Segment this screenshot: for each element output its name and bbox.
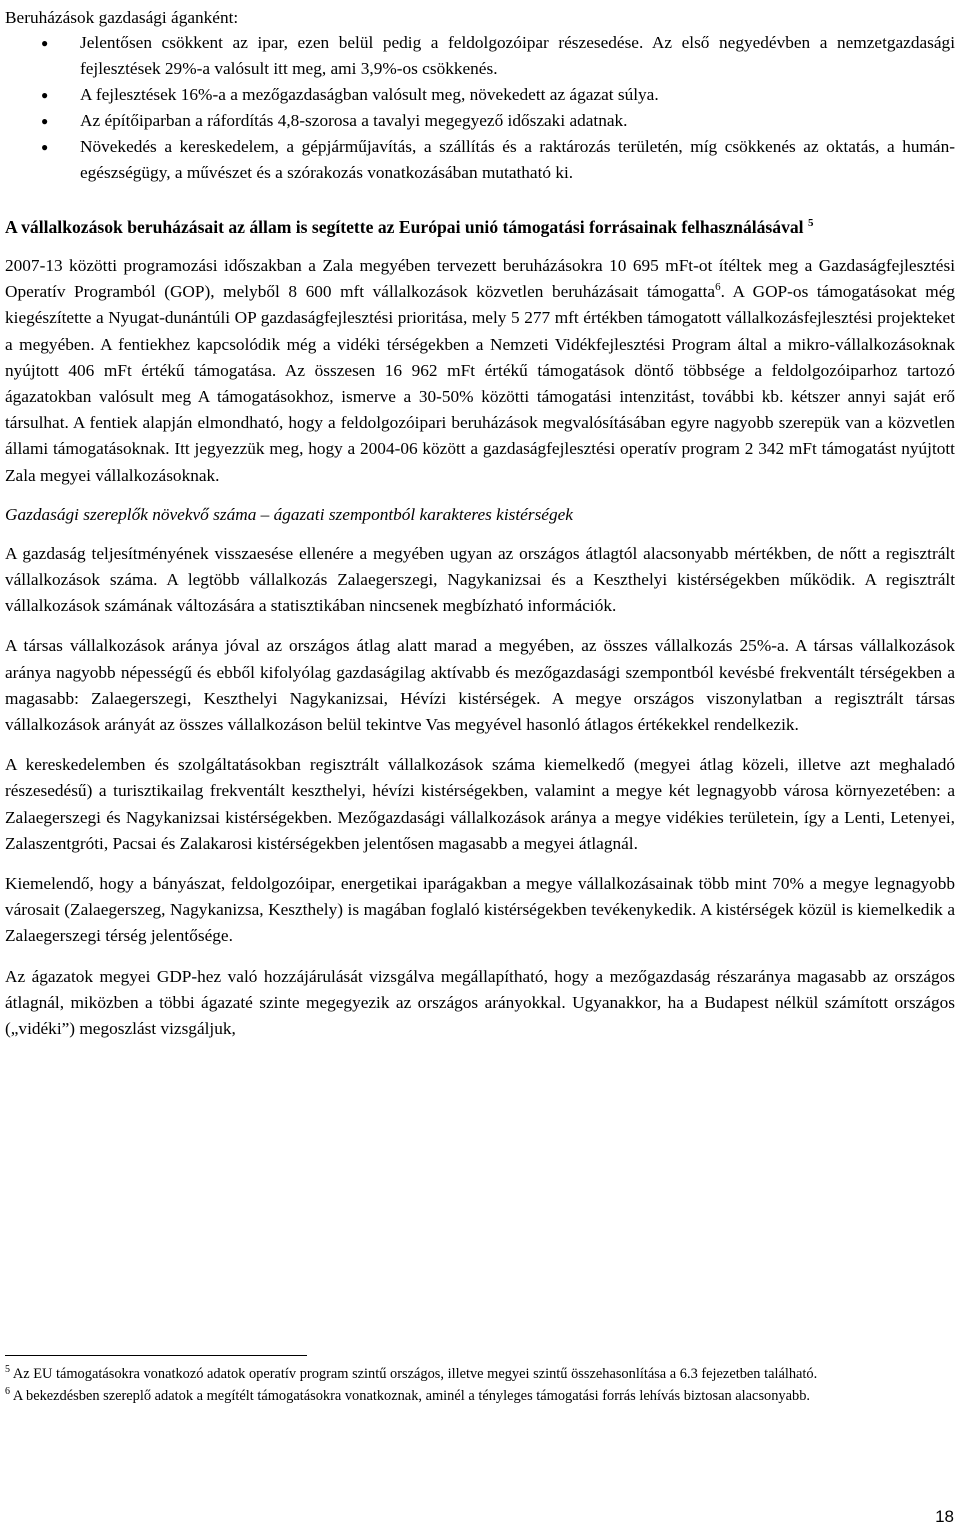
list-item [5,82,955,108]
paragraph: A gazdaság teljesítményének visszaesése ellenére a megyében ugyan az országos átlagtól alacsonyabb mértékben, de nőtt a regisztrált vállalkozások száma. A legtöbb vállalkozás Zalaegerszegi, Nagykanizsai és a Keszthelyi kistérségekben működik. A regisztrált vállalkozások számának változására a statisztikában nincsenek megbízható információk. [5,543,955,616]
bullet-icon: ● [41,88,49,102]
footnote-ref-6: 6 [715,281,721,294]
footnote [5,1385,865,1407]
list-item [5,108,955,134]
section-heading [5,214,955,240]
list-item [5,30,955,82]
page-number: 18 [935,1507,954,1526]
footnote-text: A bekezdésben szereplő adatok a megítélt támogatásokra vonatkoznak, aminél a tényleges támogatási forrás lehívás biztosan alacsonyabb. [12,1388,811,1404]
list-item-text: Növekedés a kereskedelem, a gépjárműjavítás, a szállítás és a raktározás területén, míg csökkenés az oktatás, a humán-egészségügy, a művészet és a szórakozás vonatkozásában mutatható ki. [80,137,955,182]
paragraph: Kiemelendő, hogy a bányászat, feldolgozóipar, energetikai iparágakban a megye vállalkozásainak több mint 70% a megye legnagyobb városait (Zalaegerszeg, Nagykanizsa, Keszthely) is magában foglaló kistérségekben tevékenykedik. A kistérségek közül is kiemelkedik a Zalaegerszegi térség jelentősége. [5,874,955,946]
paragraph: Az ágazatok megyei GDP-hez való hozzájárulását vizsgálva megállapítható, hogy a mezőgazdaság részaránya magasabb az országos átlagnál, miközben a többi ágazaté szinte megegyezik az országos arányokkal. Ugyanakkor, ha a Budapest nélkül számított országos („vidéki”) megoszlást vizsgáljuk, [5,966,955,1039]
footnote-number: 6 [5,1386,10,1398]
paragraph-part: . A GOP-os támogatásokat még kiegészítette a Nyugat-dunántúli OP gazdaságfejlesztési prioritása, mely 5 277 mft értékben támogatott vállalkozásfejlesztési projekteket a megyében. A fentiekhez kapcsolódik még a vidéki térségekben a Nemzeti Vidékfejlesztési Program által a mikro-vállalkozásoknak nyújtott 406 mFt értékű támogatása. Az összesen 16 962 mFt értékű támogatások döntő többsége a feldolgozóiparhoz tartozó ágazatokban valósult meg A támogatásokhoz, ismerve a 30-50% közötti támogatási intenzitást, további kb. kétszer annyi saját erő társulhat. A fentiek alapján elmondható, hogy a feldolgozóipari beruházások megvalósításában egyre nagyobb szerepük van a közvetlen állami támogatásoknak. Itt jegyezzük meg, hogy a 2004-06 között a gazdaságfejlesztési operatív program 2 342 mFt támogatást nyújtott Zala megyei vállalkozásoknak. [5,282,955,485]
bullet-icon: ● [41,36,49,50]
document-page [5,0,955,1404]
subheading: Gazdasági szereplők növekvő száma – ágazati szempontból karakteres kistérségek [5,504,573,524]
paragraph-part: 2007-13 közötti programozási időszakban a Zala megyében tervezett beruházásokra 10 695 mFt-ot ítéltek meg a Gazdaságfejlesztési Operatív Programból (GOP), melyből 8 600 mft vállalkozások közvetlen beruházásait támogatta [5,256,955,302]
footnote-number: 5 [5,1364,10,1376]
paragraph: A társas vállalkozások aránya jóval az országos átlag alatt marad a megyében, az összes vállalkozás 25%-a. A társas vállalkozások aránya nagyobb népességű és ebből kifolyólag gazdaságilag aktívabb és mezőgazdasági szempontból kevésbé frekventált térségekben a magasabb: Zalaegerszegi, Keszthelyi Nagykanizsai, Hévízi kistérségek. A megye országos viszonylatban a regisztrált társas vállalkozások arányát az összes vállalkozáson belül tekintve Vas megyével hasonló átlagos értékekkel rendelkezik. [5,636,955,735]
footnotes [5,1363,865,1407]
intro-text: Beruházások gazdasági áganként: [5,8,239,27]
list-item-text: A fejlesztések 16%-a a mezőgazdaságban valósult meg, növekedett az ágazat súlya. [80,85,659,104]
bullet-icon: ● [41,114,49,128]
paragraph-support [5,253,955,489]
section-heading-text: A vállalkozások beruházásait az állam is segítette az Európai unió támogatási forrásainak felhasználásával [5,217,804,237]
footnote-divider [5,1355,307,1356]
bullet-icon: ● [41,140,49,154]
footnote-text: Az EU támogatásokra vonatkozó adatok operatív program szintű országos, illetve megyei szintű összehasonlítása a 6.3 fejezetben található. [12,1366,818,1382]
list-item [5,134,955,186]
list-item-text: Jelentősen csökkent az ipar, ezen belül pedig a feldolgozóipar részesedése. Az első negyedévben a nemzetgazdasági fejlesztések 29%-a valósult itt meg, ami 3,9%-os csökkenés. [80,33,955,78]
footnote-ref-5: 5 [807,217,814,230]
footnote [5,1363,865,1385]
paragraph: A kereskedelemben és szolgáltatásokban regisztrált vállalkozások száma kiemelkedő (megyei átlag közeli, illetve azt meghaladó részesedésű) a turisztikailag frekventált keszthelyi, hévízi kistérségekben, valamint a megye két legnagyobb városa környezetében: a Zalaegerszegi és Nagykanizsai kistérségekben. Mezőgazdasági vállalkozások aránya a megye vidékies területein, így a Lenti, Letenyei, Zalaszentgróti, Pacsai és Zalakarosi kistérségekben jelentősen magasabb a megyei átlagnál. [5,755,955,853]
list-item-text: Az építőiparban a ráfordítás 4,8-szorosa a tavalyi megegyező időszaki adatnak. [80,111,628,130]
bullet-list [5,30,955,186]
